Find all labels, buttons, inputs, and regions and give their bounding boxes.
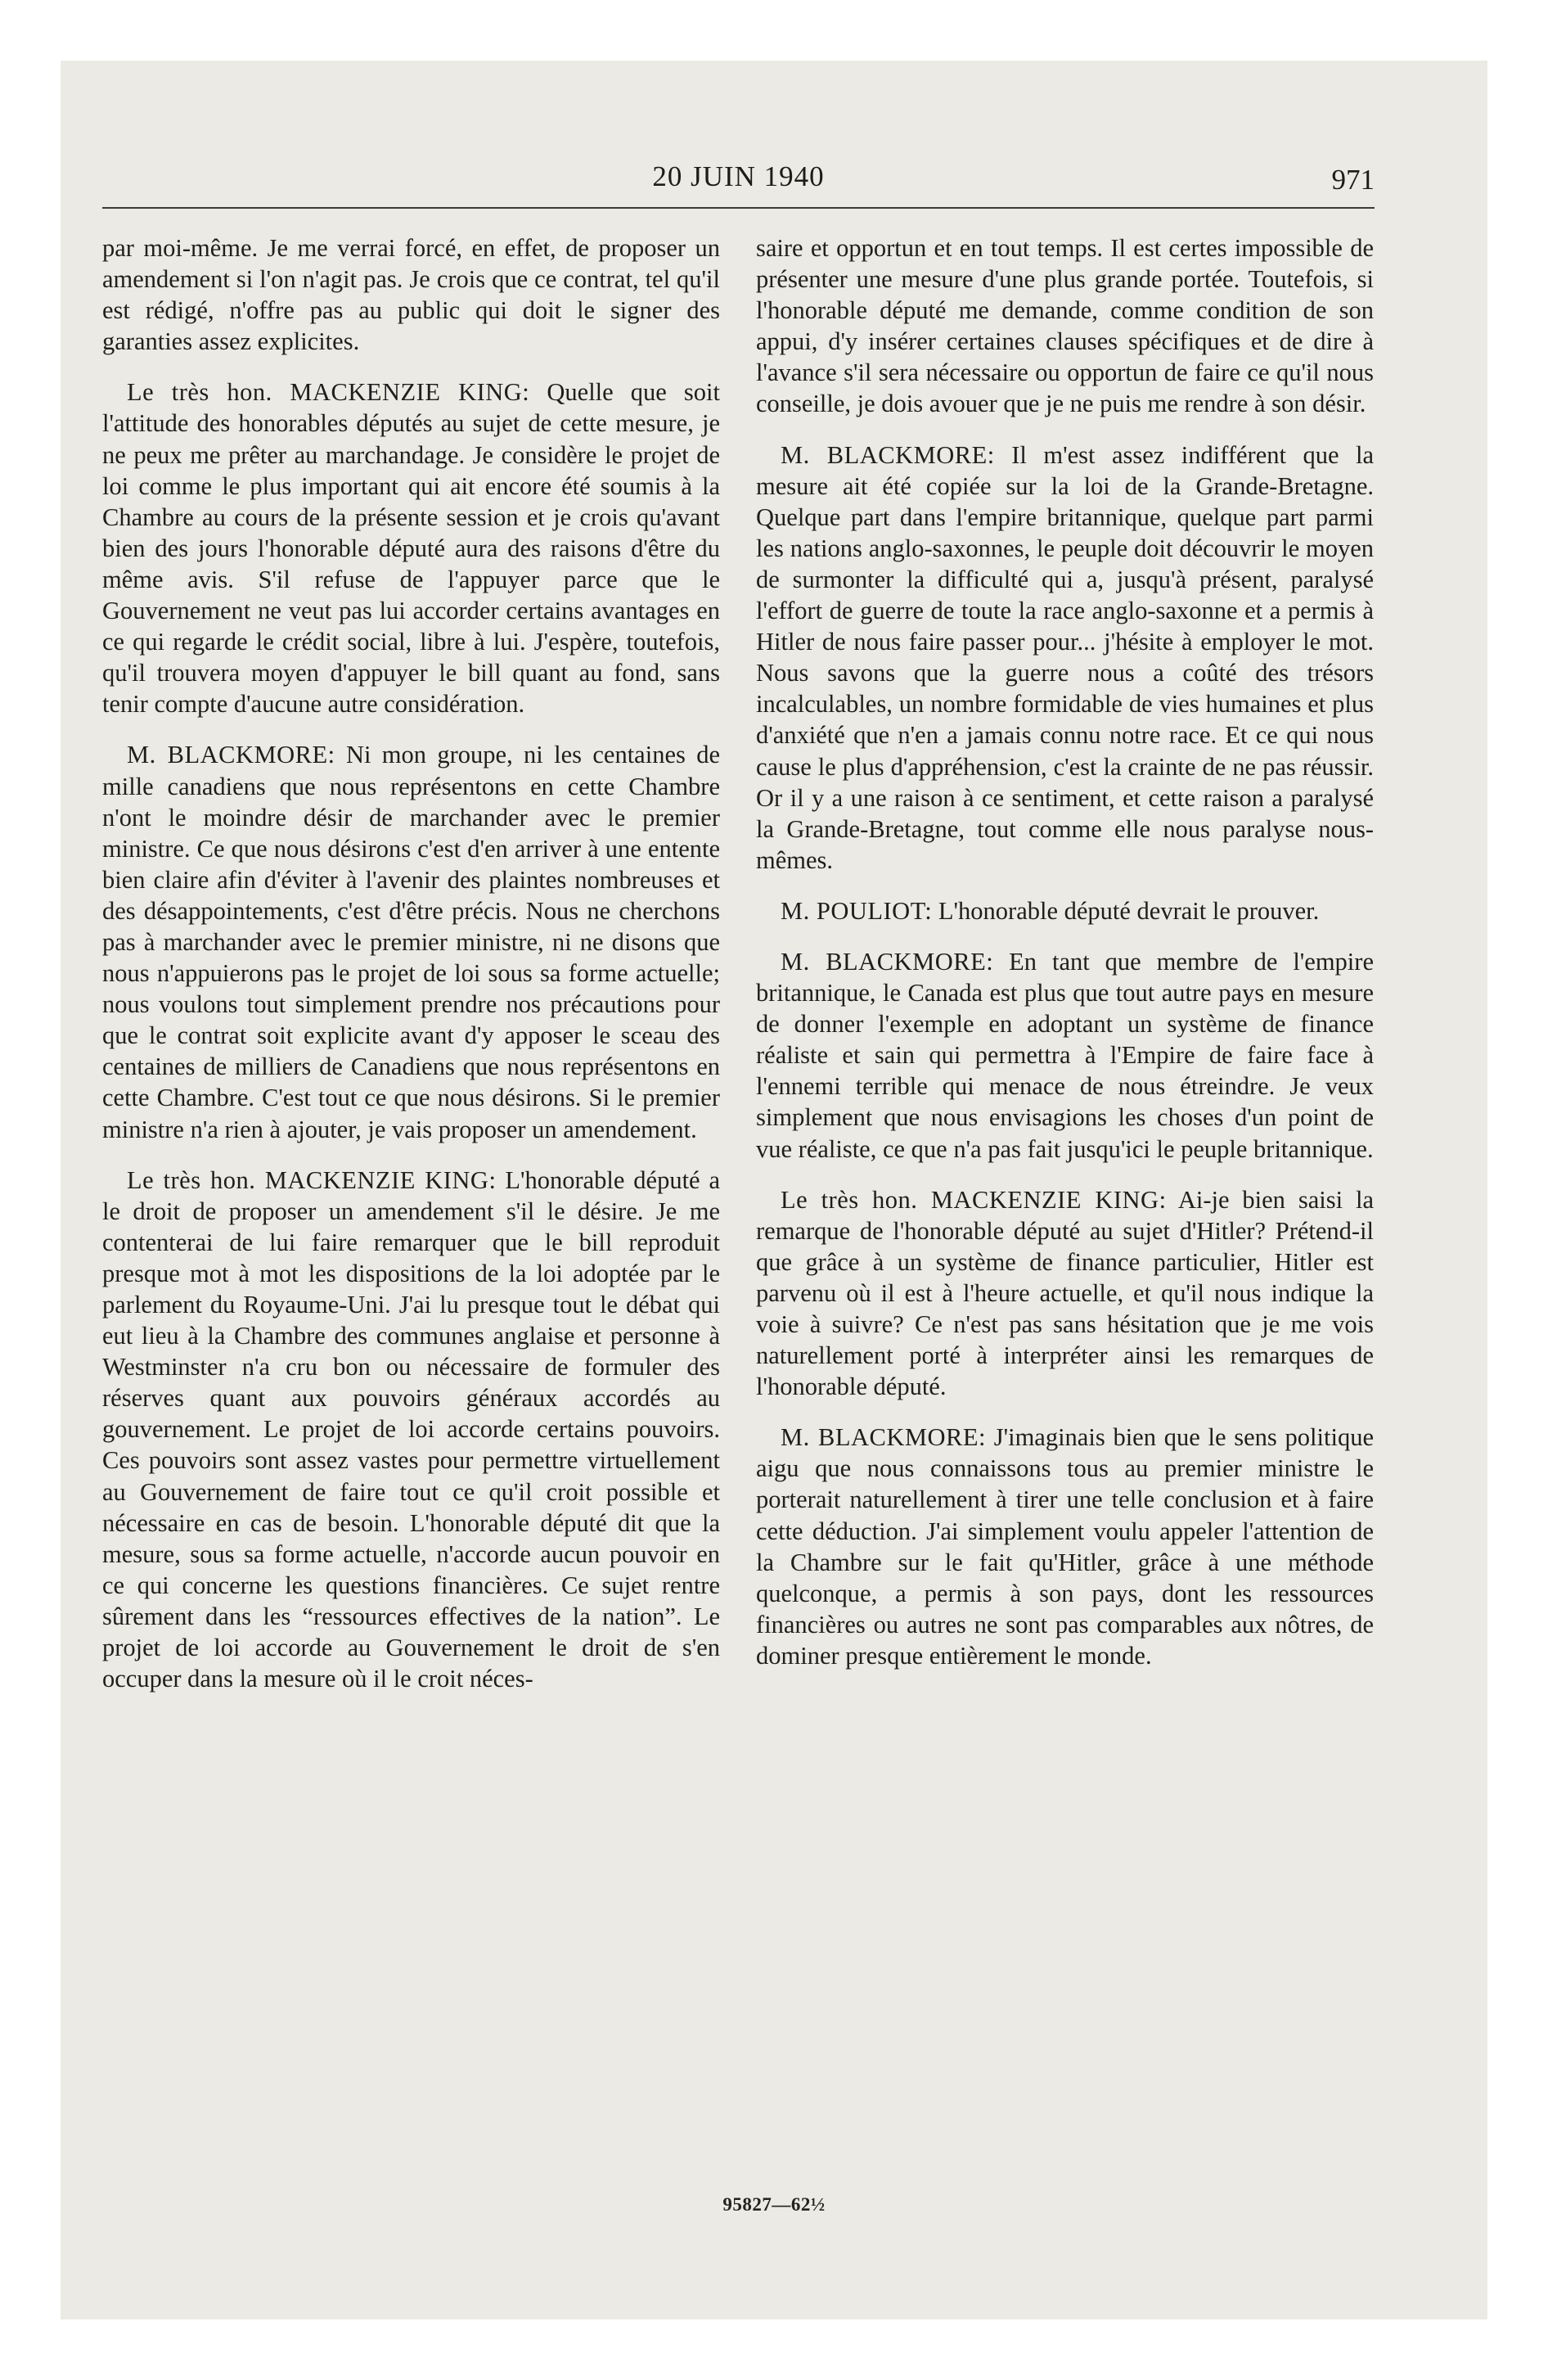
- paragraph: [756, 1422, 1374, 1671]
- paragraph: [756, 895, 1374, 926]
- paragraph: [102, 376, 720, 719]
- paragraph-text: L'honorable député a le droit de proposer un amendement s'il le désire. Je me contenterai de lui faire remarquer que le bill reproduit presque mot à mot les dispositions de la loi adoptée par le parlement du Royaume-Uni. J'ai lu presque tout le débat qui eut lieu à la Chambre des communes anglaise et personne à Westminster n'a cru bon ou nécessaire de formuler des réserves quant aux pouvoirs généraux accordés au gouvernement. Le projet de loi accorde certains pouvoirs. Ces pouvoirs sont assez vastes pour permettre virtuellement au Gouvernement de faire tout ce qu'il croit possible et nécessaire en cas de besoin. L'honorable député dit que la mesure, sous sa forme actuelle, n'accorde aucun pouvoir en ce qui concerne les questions financières. Ce sujet rentre sûrement dans les “ressources effectives de la nation”. Le projet de loi accorde au Gouvernement le droit de s'en occuper dans la mesure où il le croit néces-: [102, 1165, 720, 1693]
- header-date: 20 JUIN 1940: [652, 160, 825, 192]
- paragraph-text: Il m'est assez indifférent que la mesure ait été copiée sur la loi de la Grande-Bretagne. Quelque part dans l'empire britannique, quelque part parmi les nations anglo-saxonnes, le peuple doit découvrir le moyen de surmonter la difficulté qui a, jusqu'à présent, paralysé l'effort de guerre de toute la race anglo-saxonne et a permis à Hitler de nous faire passer pour... j'hésite à employer le mot. Nous savons que la guerre nous a coûté des trésors incalculables, un nombre formidable de vies humaines et plus d'anxiété que n'en a jamais connu notre race. Et ce qui nous cause le plus d'appréhension, c'est la crainte de ne pas réussir. Or il y a une raison à ce sentiment, et cette raison a paralysé la Grande-Bretagne, tout comme elle nous paralyse nous-mêmes.: [756, 440, 1375, 874]
- paragraph: [756, 1184, 1374, 1403]
- paragraph-text: par moi-même. Je me verrai forcé, en effet, de proposer un amendement si l'on n'agit pas. Je crois que ce contrat, tel qu'il est rédigé, n'offre pas au public qui doit le signer des garanties assez explicites.: [102, 234, 720, 356]
- paragraph-text: saire et opportun et en tout temps. Il est certes impossible de présenter une mesure d'une plus grande portée. Toutefois, si l'honorable député me demande, comme condition de son appui, d'y insérer certaines clauses spécifiques et de dire à l'avance s'il sera nécessaire ou opportun de faire ce qu'il nous conseille, je dois avouer que je ne puis me rendre à son désir.: [756, 234, 1374, 418]
- left-column: [102, 232, 720, 1694]
- paragraph: [756, 439, 1374, 876]
- paragraph: [756, 232, 1374, 420]
- paragraph-text: Ai-je bien saisi la remarque de l'honorable député au sujet d'Hitler? Prétend-il que grâce à un système de finance particulier, Hitler est parvenu où il est à l'heure actuelle, et qu'il nous indique la voie à suivre? Ce n'est pas sans hésitation que je me vois naturellement porté à interpréter ainsi les remarques de l'honorable député.: [756, 1185, 1374, 1401]
- page-header: [102, 160, 1375, 201]
- paragraph: [102, 232, 720, 357]
- paragraph: [102, 739, 720, 1144]
- paragraph-text: L'honorable député devrait le prouver.: [938, 896, 1320, 925]
- right-column: [756, 232, 1374, 1671]
- paragraph-text: J'imaginais bien que le sens politique aigu que nous connaissons tous au premier ministre le porterait naturellement à tirer une telle conclusion et à faire cette déduction. J'ai simplement voulu appeler l'attention de la Chambre sur le fait qu'Hitler, grâce à une méthode quelconque, a permis à son pays, dont les ressources financières ou autres ne sont pas comparables aux nôtres, de dominer presque entièrement le monde.: [756, 1423, 1374, 1670]
- speaker-name: M. POULIOT:: [781, 896, 933, 925]
- header-rule: [102, 207, 1375, 209]
- paragraph-text: Ni mon groupe, ni les centaines de mille canadiens que nous représentons en cette Chambre n'ont le moindre désir de marchander avec le premier ministre. Ce que nous désirons c'est d'en arriver à une entente bien claire afin d'éviter à l'avenir des plaintes nombreuses et des désappointements, c'est d'être précis. Nous ne cherchons pas à marchander avec le premier ministre, ni ne disons que nous n'appuierons pas le projet de loi sous sa forme actuelle; nous voulons tout simplement prendre nos précautions pour que le contrat soit explicite avant d'y apposer le sceau des centaines de milliers de Canadiens que nous représentons en cette Chambre. C'est tout ce que nous désirons. Si le premier ministre n'a rien à ajouter, je vais proposer un amendement.: [102, 741, 720, 1143]
- speaker-name: Le très hon. MACKENZIE KING:: [127, 378, 530, 407]
- speaker-name: Le très hon. MACKENZIE KING:: [127, 1165, 497, 1194]
- speaker-name: M. BLACKMORE:: [127, 741, 335, 769]
- paragraph: [102, 1165, 720, 1695]
- paragraph-text: En tant que membre de l'empire britannique, le Canada est plus que tout autre pays en mesure de donner l'exemple en adoptant un système de finance réaliste et sain qui permettra à l'Empire de faire face à l'ennemi terrible qui menace de nous étreindre. Je veux simplement que nous envisagions les choses d'un point de vue réaliste, ce que n'a pas fait jusqu'ici le peuple britannique.: [756, 947, 1374, 1163]
- speaker-name: M. BLACKMORE:: [781, 1423, 986, 1452]
- paragraph: [756, 946, 1374, 1165]
- page-number: 971: [1331, 164, 1375, 196]
- speaker-name: M. BLACKMORE:: [781, 947, 994, 976]
- footer-code: 95827—62½: [722, 2194, 826, 2215]
- paragraph-text: Quelle que soit l'attitude des honorables députés au sujet de cette mesure, je ne peux me prêter au marchandage. Je considère le projet de loi comme le plus important qui ait encore été soumis à la Chambre au cours de la présente session et je crois qu'avant bien des jours l'honorable député aura des raisons d'être du même avis. S'il refuse de l'appuyer parce que le Gouvernement ne veut pas lui accorder certains avantages en ce qui regarde le crédit social, libre à lui. J'espère, toutefois, qu'il trouvera moyen d'appuyer le bill quant au fond, sans tenir compte d'aucune autre considération.: [102, 378, 720, 719]
- speaker-name: M. BLACKMORE:: [781, 440, 995, 469]
- speaker-name: Le très hon. MACKENZIE KING:: [781, 1185, 1167, 1214]
